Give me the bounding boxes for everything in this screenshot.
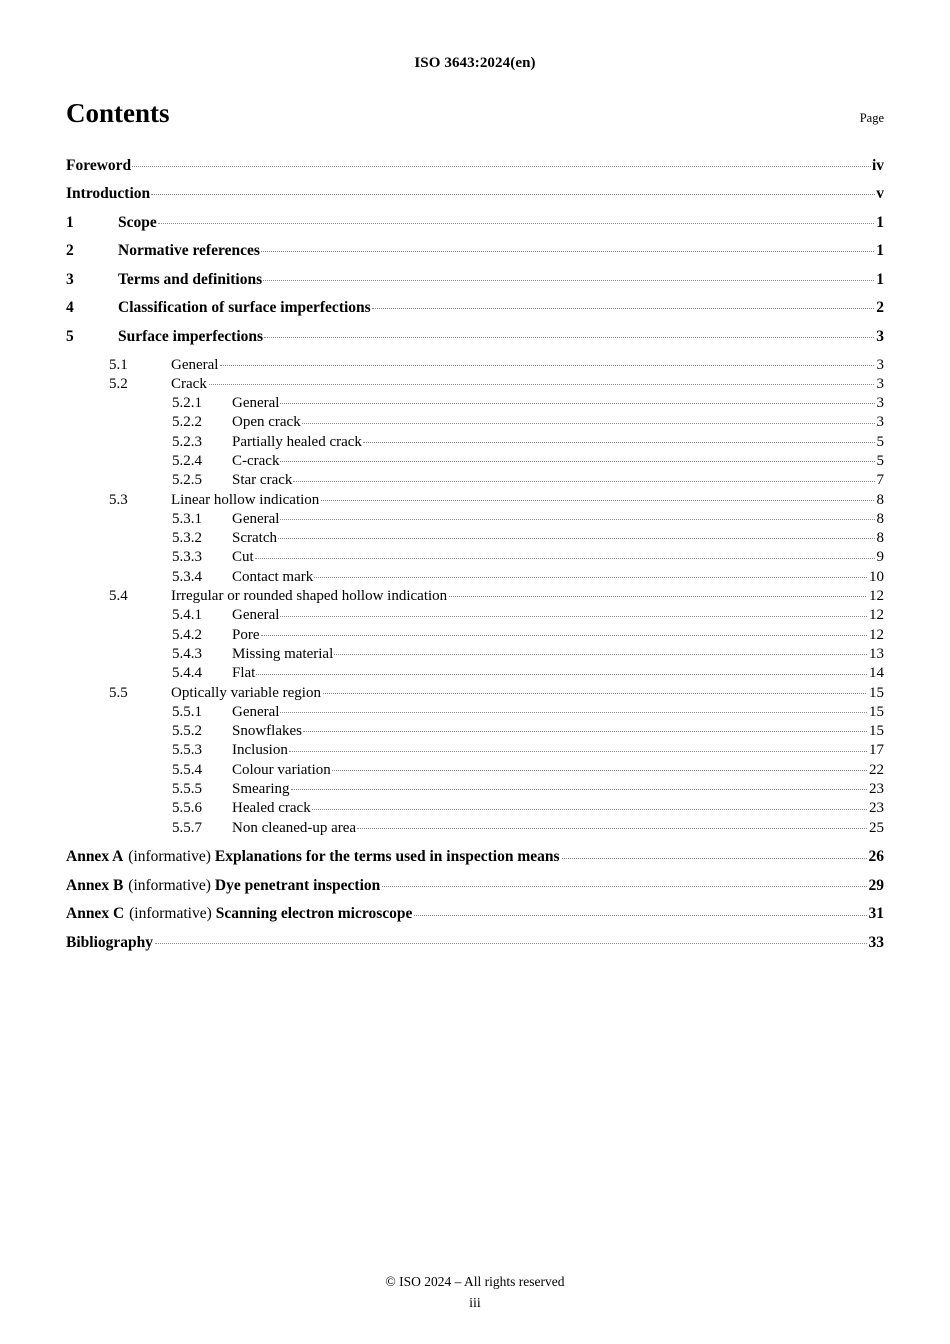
toc-entry-number: 5.5.5: [172, 781, 202, 798]
toc-entry-subclause-5.5.6[interactable]: [66, 797, 884, 816]
toc-entry-annex-label: Annex C: [66, 905, 125, 923]
toc-entry-page: 10: [869, 568, 884, 585]
toc-entry-subclause-5.5.7[interactable]: [66, 817, 884, 836]
toc-entry-number: 5.2.2: [172, 414, 202, 431]
toc-entry-number: 5.3.2: [172, 530, 202, 547]
toc-entry-label: Explanations for the terms used in inspection means: [214, 848, 560, 866]
toc-entry-page: 3: [876, 356, 884, 373]
page-folio: iii: [469, 1296, 481, 1311]
toc-entry-label: C-crack: [232, 452, 280, 469]
toc-entry-subclause-5.5.4[interactable]: [66, 759, 884, 778]
toc-entry-page: 3: [876, 395, 884, 412]
dot-leader: [220, 354, 873, 369]
toc-entry-subclause-5.4[interactable]: [66, 585, 884, 604]
dot-leader: [323, 682, 866, 697]
toc-entry-page: 13: [869, 645, 884, 662]
dot-leader: [256, 662, 867, 677]
toc-entry-number: 5.4.1: [172, 607, 202, 624]
toc-entry-number: 5.5.2: [172, 723, 202, 740]
toc-entry-page: 31: [868, 905, 884, 923]
toc-entry-page: 15: [869, 684, 884, 701]
toc-entry-page: 5: [876, 452, 884, 469]
dot-leader: [414, 903, 866, 919]
toc-entry-label: Colour variation: [232, 761, 331, 778]
toc-entry-number: 5: [66, 327, 74, 345]
toc-entry-label: Cut: [232, 549, 254, 566]
toc-entry-page: 12: [869, 626, 884, 643]
dot-leader: [562, 846, 867, 862]
toc-entry-label: Scope: [118, 213, 157, 231]
toc-entry-label: General: [232, 607, 280, 624]
toc-entry-label: Crack: [171, 375, 207, 392]
toc-entry-subclause-5.3.4[interactable]: [66, 566, 884, 585]
toc-entry-annex-b[interactable]: [66, 874, 884, 903]
dot-leader: [209, 373, 874, 388]
toc-entry-page: 12: [869, 588, 884, 605]
table-of-contents: [66, 154, 884, 960]
toc-entry-number: 5.1: [109, 356, 128, 373]
toc-entry-annex-label: Annex A: [66, 848, 124, 866]
toc-entry-page: 2: [876, 299, 884, 316]
toc-entry-number: 5.2.3: [172, 433, 202, 450]
toc-entry-page: 3: [876, 375, 884, 392]
toc-entry-subclause-5.2.4[interactable]: [66, 450, 884, 469]
toc-entry-subclause-5.4.2[interactable]: [66, 624, 884, 643]
footer-copyright: © ISO 2024 – All rights reserved: [385, 1274, 565, 1289]
toc-section-spacer: [66, 836, 884, 846]
toc-entry-page: 8: [876, 530, 884, 547]
toc-entry-label: Flat: [232, 665, 256, 682]
toc-entry-number: 5.4.4: [172, 665, 202, 682]
toc-entry-clause-3[interactable]: [66, 268, 884, 297]
toc-entry-subclause-5.2.1[interactable]: [66, 392, 884, 411]
dot-leader: [261, 240, 874, 256]
dot-leader: [321, 489, 873, 504]
toc-entry-number: 5.2.1: [172, 395, 202, 412]
toc-entry-label: General: [232, 510, 280, 527]
toc-entry-label: Partially healed crack: [232, 433, 362, 450]
toc-entry-annex-kind: (informative): [129, 905, 212, 923]
toc-entry-label: Open crack: [232, 414, 301, 431]
toc-entry-foreword[interactable]: [66, 154, 884, 183]
toc-entry-subclause-5.5.1[interactable]: [66, 701, 884, 720]
toc-entry-page: 3: [876, 414, 884, 431]
dot-leader: [293, 469, 874, 484]
toc-entry-number: 5.4.3: [172, 645, 202, 662]
toc-entry-annex-kind: (informative): [128, 848, 211, 866]
dot-leader: [291, 778, 868, 793]
dot-leader: [303, 720, 867, 735]
toc-entry-page: 22: [869, 761, 884, 778]
toc-entry-page: 26: [868, 848, 884, 866]
toc-entry-label: Star crack: [232, 472, 293, 489]
dot-leader: [449, 585, 866, 600]
toc-entry-clause-2[interactable]: [66, 240, 884, 269]
toc-entry-page: 23: [869, 781, 884, 798]
toc-entry-number: 5.2: [109, 375, 128, 392]
toc-entry-label: Non cleaned-up area: [232, 819, 357, 836]
toc-entry-page: 12: [869, 607, 884, 624]
toc-entry-page: 29: [868, 876, 884, 894]
toc-entry-number: 5.5.3: [172, 742, 202, 759]
running-header: ISO 3643:2024(en): [414, 55, 536, 71]
toc-entry-subclause-5.2.3[interactable]: [66, 431, 884, 450]
dot-leader: [372, 297, 875, 313]
dot-leader: [289, 739, 867, 754]
dot-leader: [280, 701, 867, 716]
toc-entry-label: Contact mark: [232, 568, 314, 585]
toc-entry-subclause-5.5.2[interactable]: [66, 720, 884, 739]
toc-entry-page: v: [876, 185, 884, 202]
dot-leader: [263, 268, 874, 284]
toc-entry-label: Dye penetrant inspection: [214, 876, 381, 894]
toc-entry-number: 5.5.7: [172, 819, 202, 836]
dot-leader: [363, 431, 875, 446]
toc-entry-subclause-5.2[interactable]: [66, 373, 884, 392]
toc-entry-page: 1: [876, 213, 884, 231]
toc-entry-label: Foreword: [66, 156, 132, 174]
toc-entry-subclause-5.4.3[interactable]: [66, 643, 884, 662]
dot-leader: [280, 450, 874, 465]
toc-entry-page: 7: [876, 472, 884, 489]
toc-entry-page: 5: [876, 433, 884, 450]
toc-entry-number: 1: [66, 213, 74, 231]
dot-leader: [132, 154, 871, 170]
toc-entry-clause-1[interactable]: [66, 211, 884, 240]
toc-entry-annex-c[interactable]: [66, 903, 884, 932]
toc-entry-subclause-5.2.5[interactable]: [66, 469, 884, 488]
toc-entry-label: General: [232, 395, 280, 412]
toc-entry-page: 3: [876, 327, 884, 345]
dot-leader: [261, 624, 868, 639]
toc-entry-label: Linear hollow indication: [171, 491, 320, 508]
dot-leader: [314, 566, 867, 581]
toc-entry-page: 23: [869, 800, 884, 817]
dot-leader: [264, 325, 874, 341]
toc-entry-subclause-5.1[interactable]: [66, 354, 884, 373]
dot-leader: [332, 759, 867, 774]
toc-entry-label: Introduction: [66, 185, 151, 202]
toc-entry-annex-a[interactable]: [66, 846, 884, 875]
toc-entry-clause-5[interactable]: [66, 325, 884, 354]
toc-entry-page: 8: [876, 510, 884, 527]
dot-leader: [280, 508, 874, 523]
dot-leader: [280, 604, 867, 619]
dot-leader: [334, 643, 867, 658]
toc-entry-number: 5.3.3: [172, 549, 202, 566]
toc-entry-label: Terms and definitions: [118, 270, 263, 288]
toc-entry-annex-label: Annex B: [66, 876, 124, 894]
dot-leader: [312, 797, 867, 812]
toc-entry-number: 5.4.2: [172, 626, 202, 643]
toc-entry-subclause-5.5[interactable]: [66, 682, 884, 701]
toc-entry-label: General: [232, 703, 280, 720]
toc-entry-page: 15: [869, 723, 884, 740]
toc-entry-number: 5.5.6: [172, 800, 202, 817]
toc-entry-number: 3: [66, 270, 74, 288]
toc-entry-bibliography[interactable]: [66, 931, 884, 960]
toc-entry-subclause-5.4.1[interactable]: [66, 604, 884, 623]
dot-leader: [151, 183, 875, 199]
toc-entry-clause-4[interactable]: [66, 297, 884, 326]
toc-entry-number: 5.5.4: [172, 761, 202, 778]
dot-leader: [255, 546, 875, 561]
toc-entry-number: 5.2.5: [172, 472, 202, 489]
toc-entry-page: 1: [876, 270, 884, 288]
toc-entry-label: Bibliography: [66, 933, 153, 951]
toc-entry-number: 5.2.4: [172, 452, 202, 469]
toc-entry-label: Normative references: [118, 242, 260, 259]
toc-entry-number: 2: [66, 242, 74, 259]
toc-entry-label: Scratch: [232, 530, 277, 547]
toc-entry-subclause-5.5.3[interactable]: [66, 739, 884, 758]
toc-entry-number: 5.4: [109, 588, 128, 605]
toc-entry-label: Scanning electron microscope: [215, 905, 413, 923]
toc-entry-page: iv: [871, 156, 884, 174]
dot-leader: [302, 411, 875, 426]
toc-entry-subclause-5.3.2[interactable]: [66, 527, 884, 546]
toc-entry-number: 5.5.1: [172, 703, 202, 720]
dot-leader: [280, 392, 874, 407]
toc-entry-page: 17: [869, 742, 884, 759]
toc-entry-page: 15: [869, 703, 884, 720]
toc-entry-number: 5.5: [109, 684, 128, 701]
toc-entry-annex-kind: (informative): [128, 876, 211, 894]
toc-entry-number: 5.3.1: [172, 510, 202, 527]
page-column-label: Page: [859, 111, 884, 125]
toc-entry-label: Snowflakes: [232, 723, 302, 740]
dot-leader: [158, 211, 875, 227]
toc-entry-label: Missing material: [232, 645, 334, 662]
toc-entry-subclause-5.3.3[interactable]: [66, 546, 884, 565]
toc-entry-subclause-5.2.2[interactable]: [66, 411, 884, 430]
toc-entry-label: Classification of surface imperfections: [118, 299, 371, 316]
dot-leader: [278, 527, 875, 542]
toc-entry-label: Irregular or rounded shaped hollow indication: [171, 588, 448, 605]
toc-entry-number: 4: [66, 299, 74, 316]
toc-entry-subclause-5.4.4[interactable]: [66, 662, 884, 681]
toc-entry-label: Healed crack: [232, 800, 311, 817]
dot-leader: [155, 931, 867, 947]
toc-entry-page: 8: [876, 491, 884, 508]
toc-entry-number: 5.3.4: [172, 568, 202, 585]
toc-entry-page: 14: [869, 665, 884, 682]
page-title: Contents: [66, 98, 170, 128]
toc-entry-label: Inclusion: [232, 742, 288, 759]
toc-entry-page: 9: [876, 549, 884, 566]
dot-leader: [357, 817, 867, 832]
toc-entry-subclause-5.3[interactable]: [66, 489, 884, 508]
toc-entry-label: Smearing: [232, 781, 290, 798]
toc-entry-label: Surface imperfections: [118, 327, 264, 345]
toc-entry-label: General: [171, 356, 219, 373]
toc-entry-subclause-5.3.1[interactable]: [66, 508, 884, 527]
toc-entry-label: Optically variable region: [171, 684, 321, 701]
toc-entry-page: 1: [876, 242, 884, 259]
toc-entry-number: 5.3: [109, 491, 128, 508]
toc-entry-page: 25: [869, 819, 884, 836]
dot-leader: [382, 874, 866, 890]
toc-entry-label: Pore: [232, 626, 260, 643]
contents-heading-row: [66, 100, 884, 127]
toc-entry-subclause-5.5.5[interactable]: [66, 778, 884, 797]
toc-entry-page: 33: [868, 933, 884, 951]
toc-entry-introduction[interactable]: [66, 183, 884, 212]
